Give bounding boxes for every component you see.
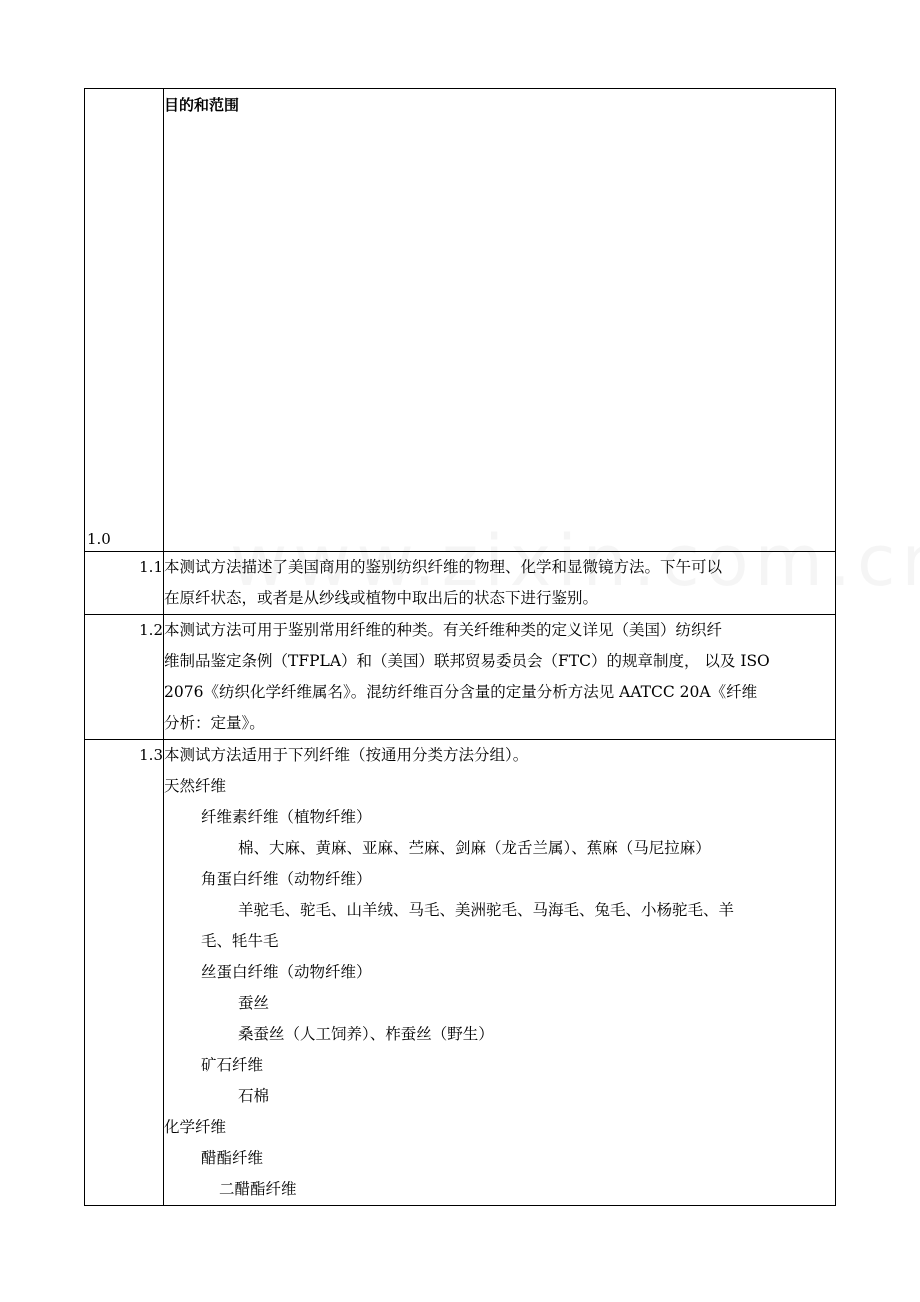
item-number: 1.1: [85, 552, 164, 615]
chemical-heading: 化学纤维: [164, 1118, 227, 1136]
text-line: 在原纤状态，或者是从纱线或植物中取出后的状态下进行鉴别。: [164, 589, 599, 607]
text-line: 分析：定量》。: [164, 714, 265, 732]
silk-examples: 桑蚕丝（人工饲养）、柞蚕丝（野生）: [238, 1025, 494, 1043]
section-title-cell: [164, 89, 836, 552]
item-text: [164, 740, 836, 1206]
text-line: 本测试方法可用于鉴别常用纤维的种类。有关纤维种类的定义详见（美国）纺织纤: [164, 621, 723, 639]
natural-heading: 天然纤维: [164, 777, 227, 795]
item-row-1-3: [85, 740, 836, 1206]
section-row: [85, 89, 836, 552]
section-title: 目的和范围: [164, 96, 240, 114]
keratin-examples-cont: 毛、牦牛毛: [201, 932, 279, 950]
keratin-label: 角蛋白纤维（动物纤维）: [201, 870, 372, 888]
section-number: 1.0: [85, 89, 164, 552]
silk-sub: 蚕丝: [238, 994, 270, 1012]
cellulose-examples: 棉、大麻、黄麻、亚麻、苎麻、剑麻（龙舌兰属）、蕉麻（马尼拉麻）: [238, 839, 711, 857]
item-row-1-1: [85, 552, 836, 615]
document-table: [84, 88, 836, 1206]
item-number: 1.2: [85, 615, 164, 740]
text-line: 本测试方法描述了美国商用的鉴别纺织纤维的物理、化学和显微镜方法。下午可以: [164, 558, 723, 576]
item-text: [164, 615, 836, 740]
silk-label: 丝蛋白纤维（动物纤维）: [201, 963, 372, 981]
mineral-examples: 石棉: [238, 1087, 270, 1105]
item-number: 1.3: [85, 740, 164, 1206]
item-row-1-2: [85, 615, 836, 740]
intro-line: 本测试方法适用于下列纤维（按通用分类方法分组）。: [164, 746, 529, 764]
text-line: 2076《纺织化学纤维属名》。混纺纤维百分含量的定量分析方法见 AATCC 20A《纤维: [164, 683, 758, 701]
mineral-label: 矿石纤维: [201, 1056, 264, 1074]
text-line: 维制品鉴定条例（TFPLA）和（美国）联邦贸易委员会（FTC）的规章制度， 以及 ISO: [164, 652, 770, 670]
acetate-label: 醋酯纤维: [201, 1149, 264, 1167]
acetate-sub: 二醋酯纤维: [219, 1180, 297, 1198]
keratin-examples: 羊驼毛、驼毛、山羊绒、马毛、美洲驼毛、马海毛、兔毛、小杨驼毛、羊: [238, 901, 735, 919]
item-text: [164, 552, 836, 615]
cellulose-label: 纤维素纤维（植物纤维）: [201, 808, 372, 826]
